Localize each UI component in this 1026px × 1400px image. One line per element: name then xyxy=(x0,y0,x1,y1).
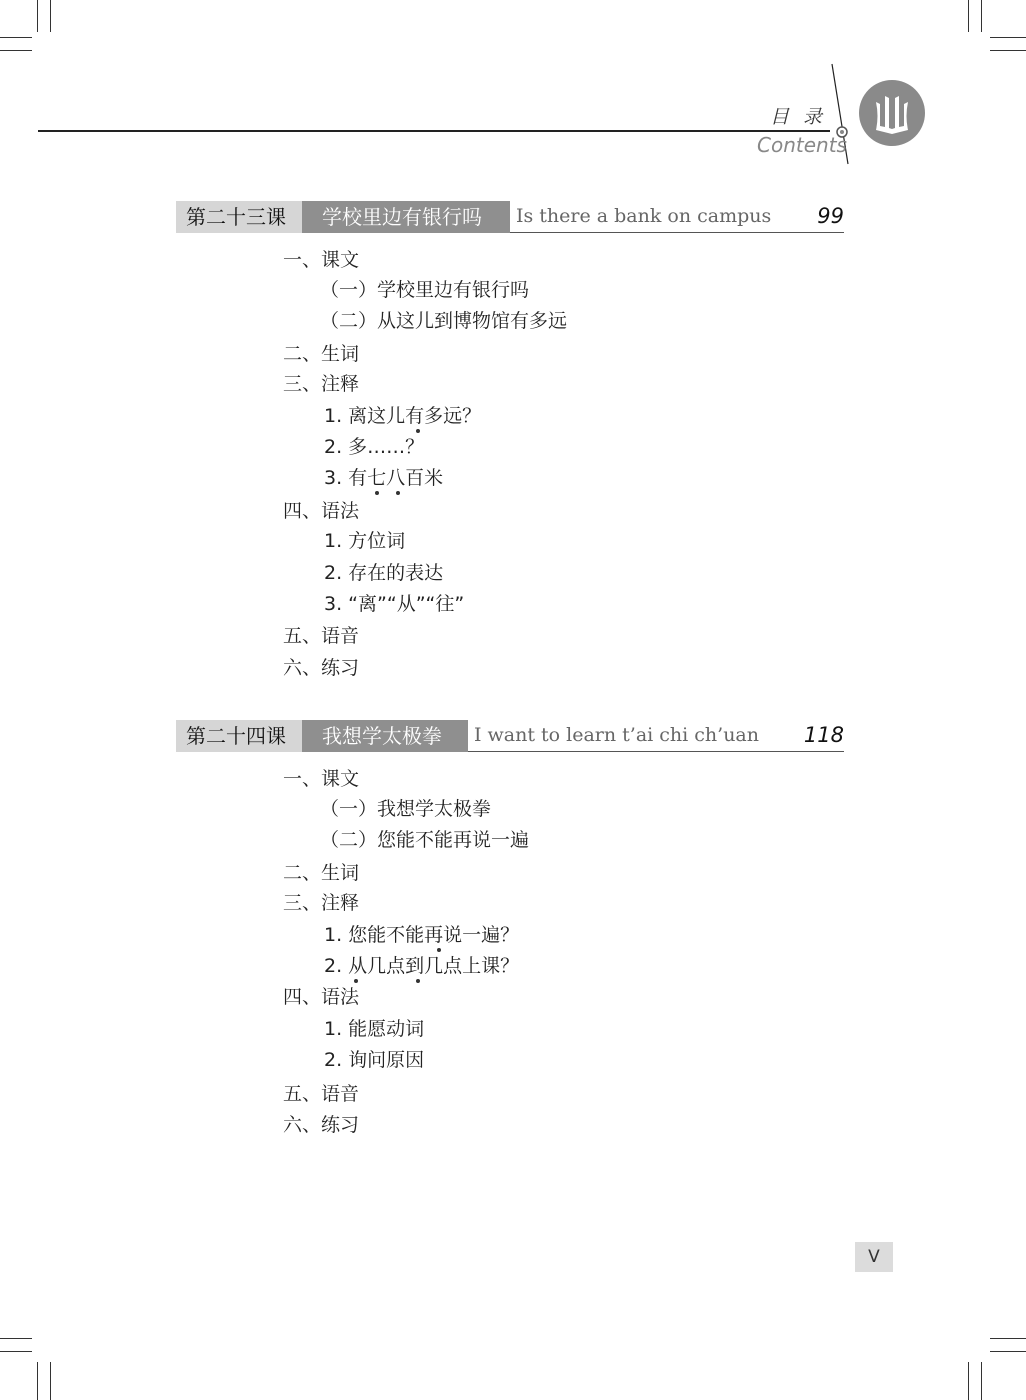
crop-mark xyxy=(0,50,32,51)
toc-entry[interactable]: （二）您能不能再说一遍 xyxy=(320,829,530,851)
crop-mark xyxy=(50,0,51,32)
toc-entry[interactable]: （二）从这儿到博物馆有多远 xyxy=(320,310,568,332)
crop-mark xyxy=(0,1338,32,1339)
toc-entry[interactable]: 五、语音 xyxy=(283,625,360,647)
toc-entry[interactable]: 二、生词 xyxy=(283,343,360,365)
book-logo-icon xyxy=(859,80,925,146)
lesson-title: 学校里边有银行吗 xyxy=(302,201,510,233)
toc-entry[interactable]: 三、注释 xyxy=(283,373,360,395)
emphasis-dot xyxy=(416,429,420,433)
emphasis-dot xyxy=(375,491,379,495)
crop-mark xyxy=(990,37,1026,38)
toc-entry[interactable]: （一）学校里边有银行吗 xyxy=(320,279,530,301)
lesson-rule xyxy=(468,751,844,752)
page-number: V xyxy=(855,1242,893,1272)
toc-entry[interactable]: 六、练习 xyxy=(283,657,360,679)
lesson-header[interactable] xyxy=(176,201,844,233)
emphasis-dot xyxy=(396,491,400,495)
crop-mark xyxy=(37,0,38,32)
crop-mark xyxy=(37,1362,38,1400)
toc-entry[interactable]: 1. 离这儿有多远？ xyxy=(324,405,482,427)
toc-entry[interactable]: 一、课文 xyxy=(283,249,360,271)
toc-entry[interactable]: （一）我想学太极拳 xyxy=(320,798,492,820)
lesson-page-number: 99 xyxy=(817,204,844,228)
toc-entry[interactable]: 三、注释 xyxy=(283,892,360,914)
toc-entry[interactable]: 1. 方位词 xyxy=(324,530,406,552)
toc-entry[interactable]: 2. 多……？ xyxy=(324,436,425,458)
header-title-chinese: 目录 xyxy=(770,106,837,128)
emphasis-dot xyxy=(416,979,420,983)
crop-mark xyxy=(990,1338,1026,1339)
crop-mark xyxy=(968,1362,969,1400)
lesson-english-title: Is there a bank on campus xyxy=(516,205,772,227)
toc-entry[interactable]: 1. 您能不能再说一遍？ xyxy=(324,924,520,946)
crop-mark xyxy=(50,1362,51,1400)
toc-entry[interactable]: 五、语音 xyxy=(283,1083,360,1105)
toc-entry[interactable]: 2. 询问原因 xyxy=(324,1049,425,1071)
crop-mark xyxy=(981,1362,982,1400)
crop-mark xyxy=(0,1351,32,1352)
toc-entry[interactable]: 一、课文 xyxy=(283,768,360,790)
toc-entry[interactable]: 2. 从几点到几点上课？ xyxy=(324,955,520,977)
toc-entry[interactable]: 二、生词 xyxy=(283,862,360,884)
emphasis-dot xyxy=(354,979,358,983)
lesson-page-number: 118 xyxy=(803,723,844,747)
lesson-title: 我想学太极拳 xyxy=(302,720,468,752)
toc-entry[interactable]: 1. 能愿动词 xyxy=(324,1018,425,1040)
toc-entry[interactable]: 3. 有七八百米 xyxy=(324,467,444,489)
lesson-header[interactable] xyxy=(176,720,844,752)
lesson-rule xyxy=(510,232,844,233)
header-rule xyxy=(38,130,830,132)
toc-entry[interactable]: 四、语法 xyxy=(283,986,360,1008)
lesson-english-title: I want to learn t’ai chi ch’uan xyxy=(474,724,759,746)
crop-mark xyxy=(0,37,32,38)
crop-mark xyxy=(981,0,982,32)
lesson-number: 第二十三课 xyxy=(176,201,302,233)
crop-mark xyxy=(990,1351,1026,1352)
toc-entry[interactable]: 六、练习 xyxy=(283,1114,360,1136)
header-title-english: Contents xyxy=(757,133,847,157)
toc-entry[interactable]: 四、语法 xyxy=(283,500,360,522)
toc-entry[interactable]: 3. “离”“从”“往” xyxy=(324,593,465,615)
toc-entry[interactable]: 2. 存在的表达 xyxy=(324,562,444,584)
crop-mark xyxy=(990,50,1026,51)
lesson-number: 第二十四课 xyxy=(176,720,302,752)
emphasis-dot xyxy=(437,948,441,952)
crop-mark xyxy=(968,0,969,32)
